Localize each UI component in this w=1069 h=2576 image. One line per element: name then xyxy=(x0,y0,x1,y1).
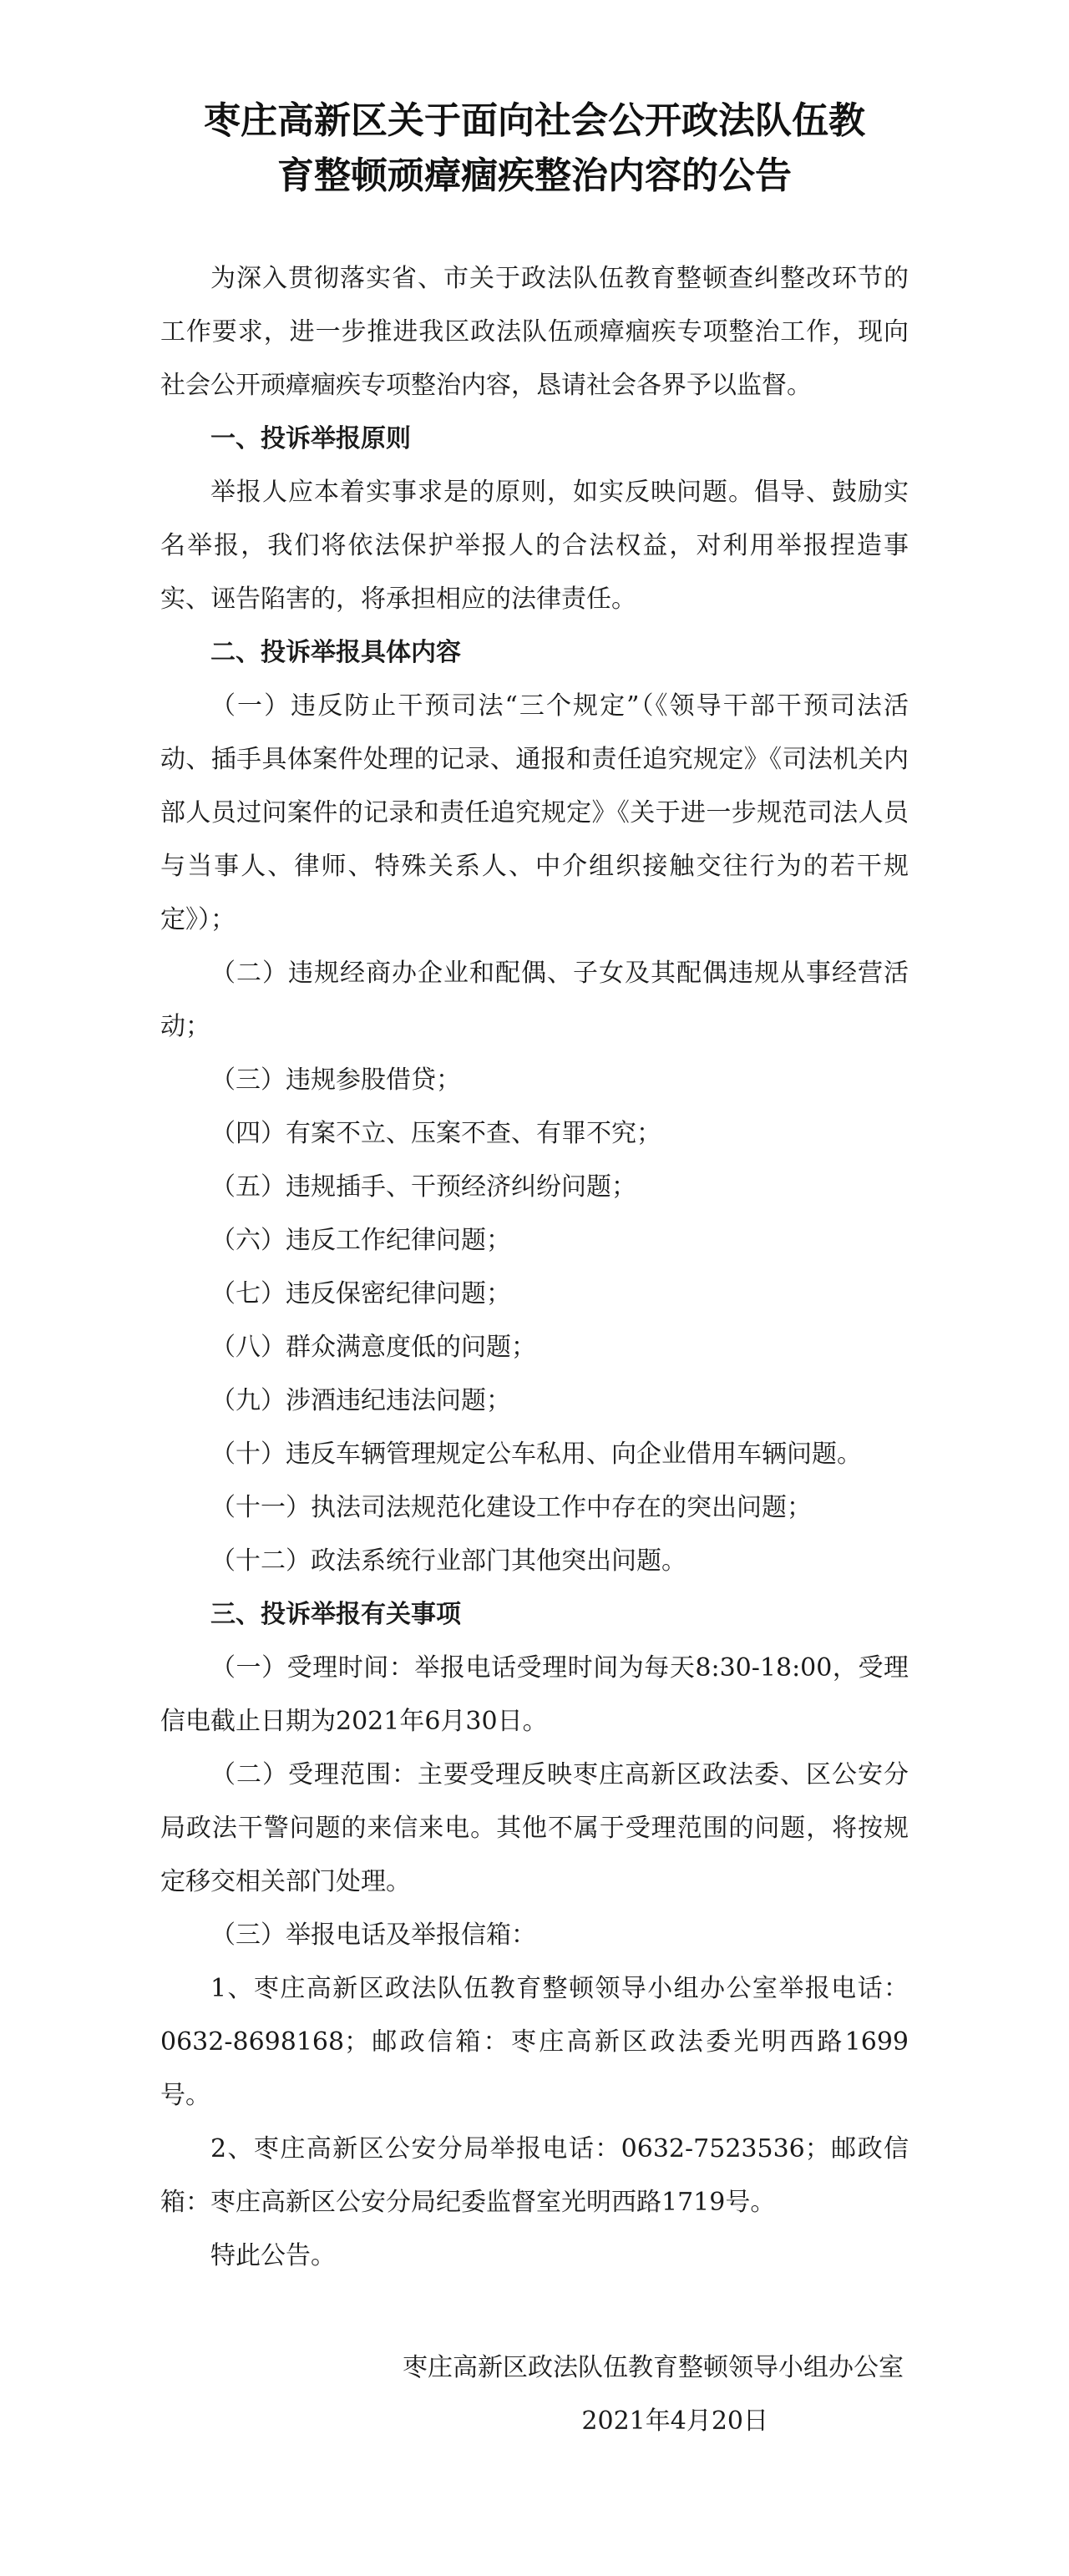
section-1-heading: 一、投诉举报原则 xyxy=(210,424,411,453)
section-1-body: 举报人应本着实事求是的原则，如实反映问题。倡导、鼓励实名举报，我们将依法保护举报人的合法权益，对利用举报捏造事实、诬告陷害的，将承担相应的法律责任。 xyxy=(160,478,909,614)
list-item: （九）涉酒违纪违法问题； xyxy=(210,1386,511,1415)
list-item: （二）违规经商办企业和配偶、子女及其配偶违规从事经营活动； xyxy=(160,959,909,1041)
intro-paragraph: 为深入贯彻落实省、市关于政法队伍教育整顿查纠整改环节的工作要求，进一步推进我区政法队伍顽瘴痼疾专项整治工作，现向社会公开顽瘴痼疾专项整治内容，恳请社会各界予以监督。 xyxy=(160,264,909,400)
list-item: （十）违反车辆管理规定公车私用、向企业借用车辆问题。 xyxy=(210,1440,862,1469)
section-2-list xyxy=(160,680,909,1588)
section-3-heading: 三、投诉举报有关事项 xyxy=(210,1600,461,1629)
signature-org: 枣庄高新区政法队伍教育整顿领导小组办公室 xyxy=(403,2353,904,2382)
list-item: （二）受理范围：主要受理反映枣庄高新区政法委、区公安分局政法干警问题的来信来电。其他不属于受理范围的问题，将按规定移交相关部门处理。 xyxy=(160,1760,909,1896)
signature-date: 2021年4月20日 xyxy=(581,2406,768,2436)
list-item: 1、枣庄高新区政法队伍教育整顿领导小组办公室举报电话：0632-8698168；邮政信箱：枣庄高新区政法委光明西路1699号。 xyxy=(160,1974,909,2110)
list-item: （三）违规参股借贷； xyxy=(210,1065,461,1095)
list-item: （一）受理时间：举报电话受理时间为每天8:30-18:00，受理信电截止日期为2021年6月30日。 xyxy=(160,1653,909,1736)
list-item: （十二）政法系统行业部门其他突出问题。 xyxy=(210,1546,686,1576)
list-item: （三）举报电话及举报信箱： xyxy=(210,1921,536,1950)
list-item: （六）违反工作纪律问题； xyxy=(210,1226,511,1255)
title-line-1: 枣庄高新区关于面向社会公开政法队伍教 xyxy=(204,99,865,142)
notice-title xyxy=(160,94,909,204)
title-line-2: 育整顿顽瘴痼疾整治内容的公告 xyxy=(277,154,792,197)
section-2-heading: 二、投诉举报具体内容 xyxy=(210,638,461,667)
list-item: （四）有案不立、压案不查、有罪不究； xyxy=(210,1119,661,1148)
list-item: 2、枣庄高新区公安分局举报电话：0632-7523536；邮政信箱：枣庄高新区公安分局纪委监督室光明西路1719号。 xyxy=(160,2134,909,2217)
signature-block xyxy=(160,2341,909,2448)
list-item: （一）违反防止干预司法“三个规定”（《领导干部干预司法活动、插手具体案件处理的记录、通报和责任追究规定》《司法机关内部人员过问案件的记录和责任追究规定》《关于进一步规范司法人员与当事人、律师、特殊关系人、中介组织接触交往行为的若干规定》）； xyxy=(160,691,909,934)
list-item: （五）违规插手、干预经济纠纷问题； xyxy=(210,1172,636,1202)
section-3-list xyxy=(160,1642,909,2229)
list-item: （十一）执法司法规范化建设工作中存在的突出问题； xyxy=(210,1493,812,1522)
list-item: （八）群众满意度低的问题； xyxy=(210,1333,536,1362)
closing-text: 特此公告。 xyxy=(210,2241,336,2270)
list-item: （七）违反保密纪律问题； xyxy=(210,1279,511,1308)
